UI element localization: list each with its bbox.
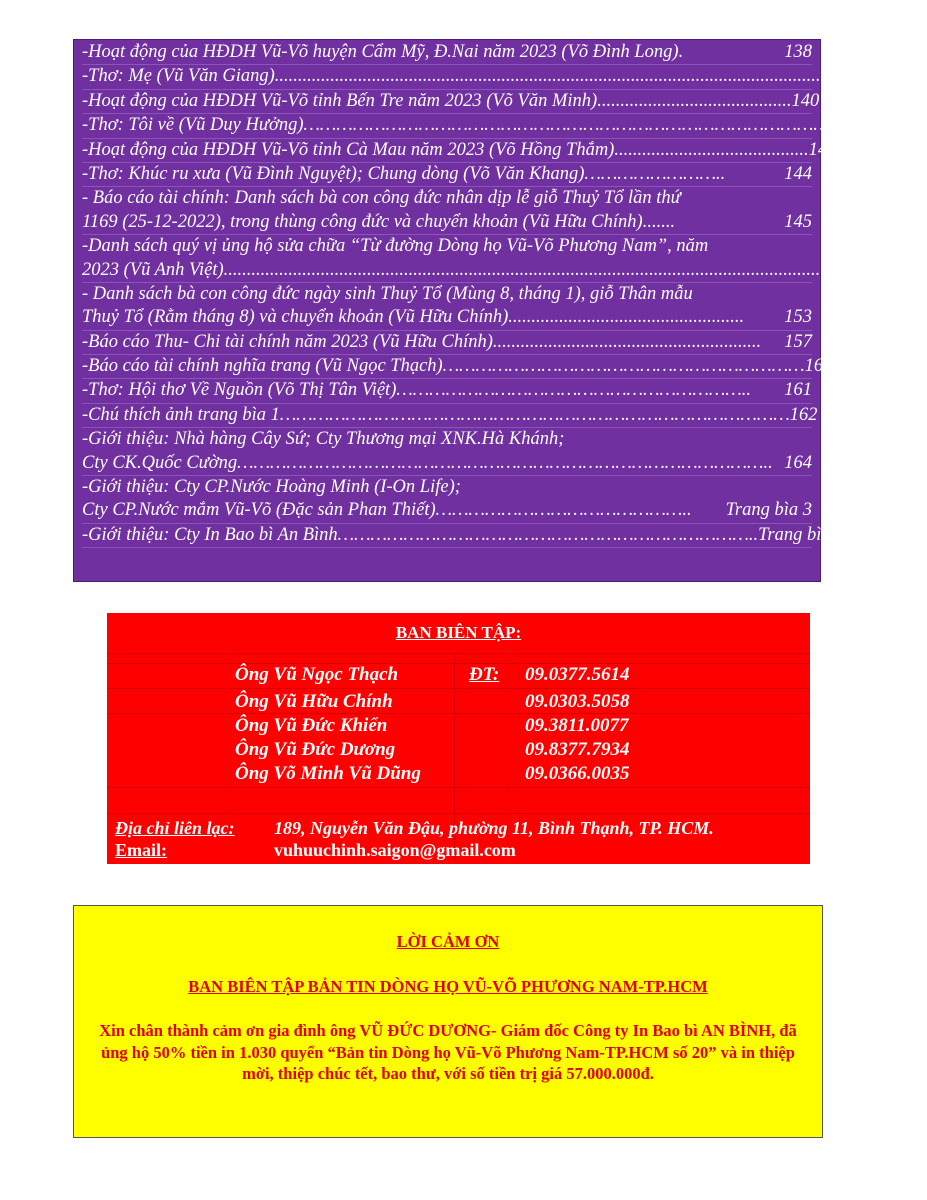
toc-leader-dots: .......................................................... xyxy=(492,331,762,352)
toc-entry xyxy=(82,187,812,235)
toc-line xyxy=(82,65,927,88)
toc-page-number: 161 xyxy=(804,356,833,377)
phone-label: ĐT: xyxy=(469,664,500,685)
toc-line xyxy=(82,452,812,475)
toc-title: -Chú thích ảnh trang bìa 1 xyxy=(82,404,280,425)
toc-entry xyxy=(82,476,812,524)
toc-page-number: 143 xyxy=(808,139,837,160)
toc-line xyxy=(82,476,812,499)
toc-entry xyxy=(82,90,820,114)
grid-line xyxy=(107,813,810,814)
toc-leader-dots: ………………………………………………………………….. xyxy=(337,524,759,545)
email-label: Email: xyxy=(115,840,167,860)
toc-title: Cty CP.Nước mắm Vũ-Võ (Đặc sản Phan Thiết) xyxy=(82,500,436,521)
editorial-board-box xyxy=(107,613,810,864)
toc-entry xyxy=(82,65,927,89)
thank-you-message: Xin chân thành cảm ơn gia đình ông VŨ ĐỨC DƯƠNG- Giám đốc Công ty In Bao bì AN BÌNH, đã ủng hộ 50% tiền in 1.030 quyển “Bản tin Dòng họ Vũ-Võ Phương Nam-TP.HCM số 20” và in thiệp mời, thiệp chúc tết, bao thư, với số tiền trị giá 57.000.000đ. xyxy=(99,1021,797,1083)
toc-leader-dots: . xyxy=(678,42,684,62)
email-row xyxy=(115,839,810,861)
toc-title: -Thơ: Tôi về (Vũ Duy Hưởng) xyxy=(82,115,304,136)
toc-title: -Thơ: Mẹ (Vũ Văn Giang) xyxy=(82,66,275,87)
toc-line xyxy=(82,139,837,162)
member-phone: 09.0366.0035 xyxy=(525,763,630,784)
toc-line xyxy=(82,355,833,378)
toc-title: - Báo cáo tài chính: Danh sách bà con công đức nhân dịp lễ giỗ Thuỷ Tổ lần thứ xyxy=(82,188,681,209)
toc-line xyxy=(82,187,812,210)
member-name: Ông Võ Minh Vũ Dũng xyxy=(235,763,421,784)
toc-page-number: 142 xyxy=(839,115,867,136)
toc-line xyxy=(82,306,812,329)
toc-leader-dots: ……………………………………………………….. xyxy=(396,380,752,401)
member-phone: 09.0377.5614 xyxy=(525,664,630,685)
board-member-row xyxy=(107,690,810,714)
grid-line xyxy=(107,688,810,689)
board-member-row xyxy=(107,714,810,738)
member-phone: 09.3811.0077 xyxy=(525,715,629,736)
member-name: Ông Vũ Ngọc Thạch xyxy=(235,664,399,685)
toc-title: -Thơ: Hội thơ Về Nguồn (Võ Thị Tân Việt) xyxy=(82,380,397,401)
toc-title: -Báo cáo tài chính nghĩa trang (Vũ Ngọc Thạch) xyxy=(82,356,443,377)
toc-page-number: 157 xyxy=(784,331,812,352)
toc-leader-dots: ………………………………………………………… xyxy=(442,356,805,377)
toc-leader-dots: …………………………………………………………………………………….. xyxy=(237,452,773,473)
board-member-row xyxy=(107,663,810,687)
toc-title: -Giới thiệu: Cty In Bao bì An Bình xyxy=(82,524,338,545)
toc-page-number: 161 xyxy=(784,380,812,401)
member-phone: 09.0303.5058 xyxy=(525,691,630,712)
toc-entry xyxy=(82,524,845,548)
toc-page-number: 153 xyxy=(784,307,812,328)
toc-entry xyxy=(82,163,812,187)
toc-page-number: 138 xyxy=(784,42,812,62)
toc-page-number: 140 xyxy=(791,90,820,111)
toc-title: -Báo cáo Thu- Chi tài chính năm 2023 (Vũ Hữu Chính) xyxy=(82,331,493,352)
member-name: Ông Vũ Đức Khiển xyxy=(235,715,388,736)
editorial-board-title: BAN BIÊN TẬP: xyxy=(395,623,522,642)
address-label: Địa chỉ liên lạc: xyxy=(115,818,235,838)
toc-page-number: 145 xyxy=(784,211,812,232)
toc-title: 1169 (25-12-2022), trong thùng công đức và chuyển khoản (Vũ Hữu Chính) xyxy=(82,211,643,232)
toc-leader-dots: .......................................... xyxy=(597,90,792,111)
board-member-row xyxy=(107,738,810,762)
grid-line xyxy=(107,787,810,788)
toc-leader-dots: ………………………………………………………………………………… xyxy=(279,404,790,425)
address-value: 189, Nguyễn Văn Đậu, phường 11, Bình Thạnh, TP. HCM. xyxy=(274,818,714,838)
toc-entry xyxy=(82,114,867,138)
toc-title: Thuỷ Tổ (Rằm tháng 8) và chuyển khoản (Vũ Hữu Chính) xyxy=(82,307,509,328)
toc-line xyxy=(82,379,812,402)
toc-entry xyxy=(82,283,812,331)
toc-title: -Giới thiệu: Nhà hàng Cây Sứ; Cty Thương mại XNK.Hà Khánh; xyxy=(82,429,565,450)
toc-leader-dots: ......................................................................................................................................... xyxy=(223,259,858,280)
toc-leader-dots: …………………………………………………………………………………….. xyxy=(303,115,840,136)
toc-leader-dots: ....... xyxy=(642,211,676,232)
toc-line xyxy=(82,114,867,137)
table-of-contents xyxy=(73,39,927,582)
member-phone: 09.8377.7934 xyxy=(525,739,630,760)
toc-line xyxy=(82,41,812,64)
toc-entry xyxy=(82,428,812,476)
toc-entry xyxy=(82,404,818,428)
toc-page-number: 151 xyxy=(857,259,886,280)
toc-leader-dots: ....................................................................................................................................... xyxy=(274,66,900,87)
toc-line xyxy=(82,90,820,113)
toc-entry xyxy=(82,379,812,403)
toc-page-number: 144 xyxy=(784,163,812,184)
thank-you-box xyxy=(73,905,823,1138)
toc-line xyxy=(82,524,845,547)
toc-title: -Thơ: Khúc ru xưa (Vũ Đình Nguyệt); Chung dòng (Võ Văn Khang) xyxy=(82,163,585,184)
thank-you-title: LỜI CẢM ƠN xyxy=(396,932,500,951)
toc-leader-dots: ……………………………………….. xyxy=(435,500,692,521)
toc-page-number: 164 xyxy=(784,452,812,473)
thank-you-subtitle: BAN BIÊN TẬP BẢN TIN DÒNG HỌ VŨ-VÕ PHƯƠNG NAM-TP.HCM xyxy=(188,977,708,996)
toc-line xyxy=(82,235,812,258)
address-row xyxy=(115,817,810,839)
toc-line xyxy=(82,259,886,282)
toc-line xyxy=(82,428,812,451)
toc-title: -Hoạt động của HĐDH Vũ-Võ tỉnh Cà Mau năm 2023 (Võ Hồng Thắm) xyxy=(82,139,615,160)
toc-page-number: Trang bìa 3 xyxy=(725,500,812,521)
toc-page-number: 162 xyxy=(789,404,818,425)
toc-title: -Giới thiệu: Cty CP.Nước Hoàng Minh (I-On Life); xyxy=(82,477,461,498)
toc-title: - Danh sách bà con công đức ngày sinh Thuỷ Tổ (Mùng 8, tháng 1), giỗ Thân mẫu xyxy=(82,283,693,304)
member-name: Ông Vũ Hữu Chính xyxy=(235,691,393,712)
toc-leader-dots: ................................................... xyxy=(508,307,745,328)
toc-line xyxy=(82,499,812,522)
toc-line xyxy=(82,211,812,234)
toc-entry xyxy=(82,331,812,355)
grid-line xyxy=(107,653,810,654)
toc-entry xyxy=(82,139,837,163)
toc-title: Cty CK.Quốc Cường xyxy=(82,452,238,473)
email-value[interactable]: vuhuuchinh.saigon@gmail.com xyxy=(274,840,516,860)
toc-leader-dots: …………………….. xyxy=(584,163,726,184)
toc-line xyxy=(82,404,818,427)
toc-entry xyxy=(82,355,833,379)
toc-title: -Hoạt động của HĐDH Vũ-Võ huyện Cẩm Mỹ, Đ.Nai năm 2023 (Võ Đình Long) xyxy=(82,42,679,62)
toc-title: 2023 (Vũ Anh Việt) xyxy=(82,259,224,280)
toc-line xyxy=(82,283,812,306)
toc-page-number: Trang bìa 4 xyxy=(758,524,845,545)
toc-line xyxy=(82,331,812,354)
member-name: Ông Vũ Đức Dương xyxy=(235,739,396,760)
toc-line xyxy=(82,163,812,186)
toc-entry xyxy=(82,235,886,283)
toc-title: -Hoạt động của HĐDH Vũ-Võ tỉnh Bến Tre năm 2023 (Võ Văn Minh) xyxy=(82,90,598,111)
toc-leader-dots: .......................................... xyxy=(614,139,809,160)
board-member-row xyxy=(107,762,810,786)
toc-entry xyxy=(82,41,812,65)
toc-page-number: 139 xyxy=(899,66,927,87)
toc-title: -Danh sách quý vị ủng hộ sửa chữa “Từ đường Dòng họ Vũ-Võ Phương Nam”, năm xyxy=(82,236,709,257)
